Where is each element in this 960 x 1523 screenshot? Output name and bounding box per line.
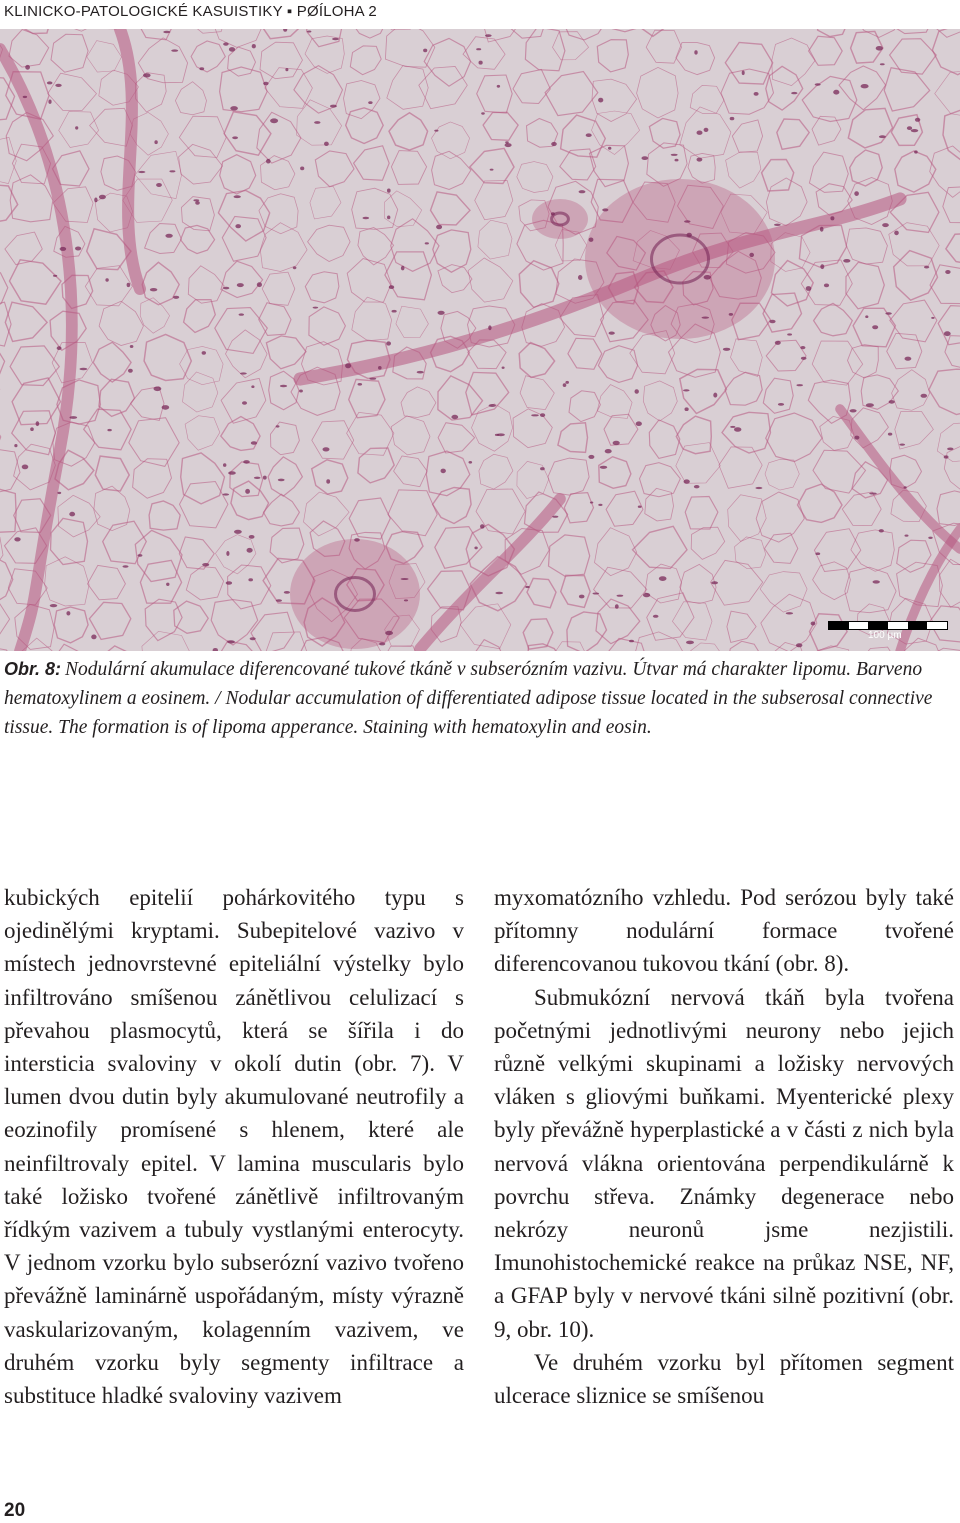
scale-bar bbox=[828, 621, 946, 645]
figure-number: Obr. 8: bbox=[4, 659, 62, 679]
scale-bar-label: 100 µm bbox=[868, 630, 902, 641]
histology-figure bbox=[0, 29, 960, 651]
scale-bar-strip bbox=[828, 621, 948, 630]
running-header: KLINICKO-PATOLOGICKÉ KASUISTIKY ▪ PØÍLOHA 2 bbox=[4, 3, 377, 20]
adipose-tissue-micrograph bbox=[0, 29, 960, 651]
left-column bbox=[4, 881, 464, 1412]
caption-text: Nodulární akumulace diferencované tukové tkáně v subserózním vazivu. Útvar má charakter lipomu. Barveno hematoxylinem a eosinem. / Nodular accumulation of differentiated adipose tissue located in the subserosal connective tissue. The formation is of lipoma apperance. Staining with hematoxylin and eosin. bbox=[4, 659, 933, 738]
right-paragraph-3: Ve druhém vzorku byl přítomen segment ulcerace sliznice se smíšenou bbox=[494, 1349, 954, 1409]
left-paragraph-1: kubických epitelií pohárkovitého typu s ojedinělými kryptami. Subepitelové vazivo v místech jednovrstevné epiteliální výstelky bylo infiltrováno smíšenou zánětlivou celulizací s převahou plasmocytů, která se šířila i do intersticia svaloviny v okolí dutin (obr. 7). V lumen dvou dutin byly akumulované neutrofily a eozinofily promísené s hlenem, které ale neinfiltrovaly epitel. V lamina muscularis bylo také ložisko tvořené zánětlivě infiltrovaným řídkým vazivem a tubuly vystlanými enterocyty. V jednom vzorku bylo subserózní vazivo tvořeno převážně laminárně uspořádaným, místy výrazně vaskularizovaným, kolagenním vazivem, ve druhém vzorku byly segmenty infiltrace a substituce hladké svaloviny vazivem bbox=[4, 885, 464, 1409]
right-column bbox=[494, 881, 954, 1412]
figure-caption bbox=[4, 655, 952, 742]
right-paragraph-1: myxomatózního vzhledu. Pod serózou byly také přítomny nodulární formace tvořené diferencovanou tukovou tkání (obr. 8). bbox=[494, 885, 954, 977]
right-paragraph-2: Submukózní nervová tkáň byla tvořena početnými jednotlivými neurony nebo jejich různě velkými skupinami a ložisky nervových vláken s gliovými buňkami. Myenterické plexy byly převážně hyperplastické a v části z nich byla nervová vlákna orientována perpendikulárně k povrchu střeva. Známky degenerace nebo nekrózy neuronů jsme nezjistili. Imunohistochemické reakce na průkaz NSE, NF, a GFAP byly v nervové tkáni silně pozitivní (obr. 9, obr. 10). bbox=[494, 984, 954, 1342]
page-number: 20 bbox=[4, 1500, 26, 1521]
